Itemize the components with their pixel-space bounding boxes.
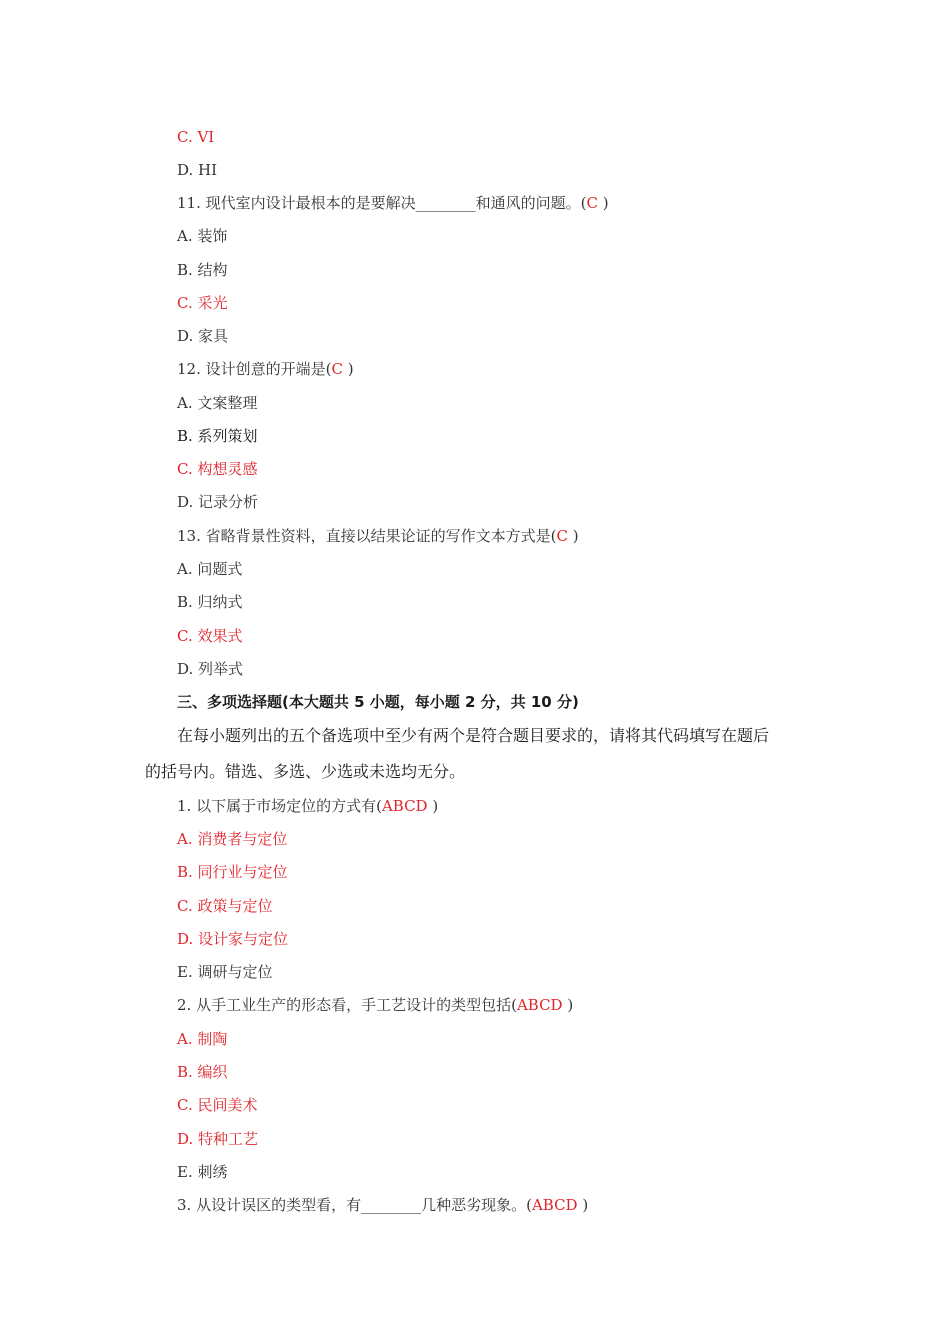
question-12 [177, 359, 354, 379]
mq2-option-d: D. 特种工艺 [177, 1130, 259, 1148]
mq1-option-e: E. 调研与定位 [177, 963, 273, 981]
question-11 [177, 193, 609, 213]
q11-option-d: D. 家具 [177, 327, 229, 345]
mq1-option-b: B. 同行业与定位 [177, 863, 288, 881]
mq1-option-a: A. 消费者与定位 [177, 830, 288, 848]
section-heading: 三、多项选择题(本大题共 5 小题，每小题 2 分，共 10 分) [177, 693, 579, 711]
multi-question-1 [177, 796, 438, 816]
multi-question-2-close: ) [562, 996, 574, 1014]
section-instruction-line2: 的括号内。错选、多选、少选或未选均无分。 [145, 762, 466, 781]
mq2-option-c: C. 民间美术 [177, 1096, 258, 1114]
question-11-text: 11. 现代室内设计最根本的是要解决________和通风的问题。( [177, 194, 587, 212]
question-13-text: 13. 省略背景性资料，直接以结果论证的写作文本方式是( [177, 527, 557, 545]
q12-option-b: B. 系列策划 [177, 427, 258, 445]
multi-question-1-answer: ABCD [381, 797, 428, 815]
question-12-close: ) [342, 360, 354, 378]
mq2-option-e: E. 刺绣 [177, 1163, 228, 1181]
question-11-answer: C [586, 194, 598, 212]
q13-option-a: A. 问题式 [177, 560, 243, 578]
question-12-answer: C [331, 360, 343, 378]
mq2-option-a: A. 制陶 [177, 1030, 228, 1048]
question-13 [177, 526, 579, 546]
multi-question-3-answer: ABCD [531, 1196, 578, 1214]
q13-option-b: B. 归纳式 [177, 593, 243, 611]
option-d-hi: D. HI [177, 161, 218, 179]
q13-option-d: D. 列举式 [177, 660, 244, 678]
section-instruction-line1: 在每小题列出的五个备选项中至少有两个是符合题目要求的，请将其代码填写在题后 [177, 726, 770, 745]
question-13-answer: C [556, 527, 568, 545]
q12-option-d: D. 记录分析 [177, 493, 259, 511]
multi-question-2-text: 2. 从手工业生产的形态看，手工艺设计的类型包括( [177, 996, 517, 1014]
multi-question-1-close: ) [427, 797, 439, 815]
question-12-text: 12. 设计创意的开端是( [177, 360, 332, 378]
q11-option-a: A. 装饰 [177, 227, 228, 245]
multi-question-3 [177, 1195, 588, 1215]
mq2-option-b: B. 编织 [177, 1063, 228, 1081]
mq1-option-d: D. 设计家与定位 [177, 930, 289, 948]
mq1-option-c: C. 政策与定位 [177, 897, 273, 915]
multi-question-1-text: 1. 以下属于市场定位的方式有( [177, 797, 382, 815]
q11-option-c: C. 采光 [177, 294, 228, 312]
multi-question-2-answer: ABCD [516, 996, 563, 1014]
q11-option-b: B. 结构 [177, 261, 228, 279]
q12-option-c: C. 构想灵感 [177, 460, 258, 478]
multi-question-3-text: 3. 从设计误区的类型看，有________几种恶劣现象。( [177, 1196, 532, 1214]
multi-question-2 [177, 995, 573, 1015]
question-13-close: ) [567, 527, 579, 545]
q12-option-a: A. 文案整理 [177, 394, 258, 412]
multi-question-3-close: ) [577, 1196, 589, 1214]
question-11-close: ) [597, 194, 609, 212]
q13-option-c: C. 效果式 [177, 627, 243, 645]
option-c-vi: C. VI [177, 128, 215, 146]
